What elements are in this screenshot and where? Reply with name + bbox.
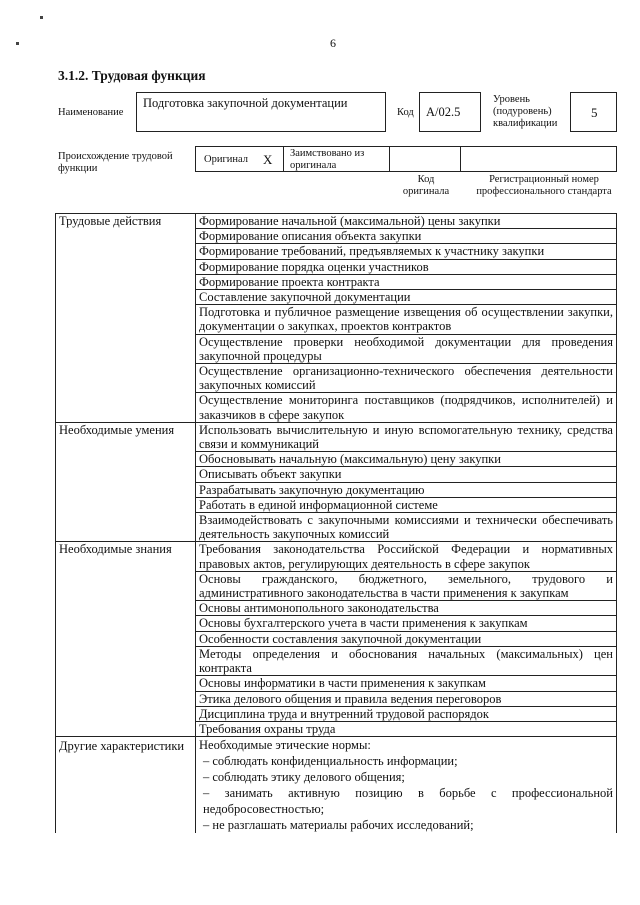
category-cell-continuation: [56, 364, 196, 393]
table-row: [56, 467, 617, 482]
category-cell-continuation: [56, 706, 196, 721]
category-cell-continuation: [56, 616, 196, 631]
item-cell: Формирование описания объекта закупки: [196, 229, 617, 244]
table-row: [56, 646, 617, 675]
origin-original-box: [195, 146, 284, 172]
section-title: 3.1.2. Трудовая функция: [58, 68, 206, 83]
ethics-item: – соблюдать конфиденциальность информации;: [203, 754, 458, 769]
name-value: Подготовка закупочной документации: [143, 96, 348, 110]
ethics-item: – не разглашать материалы рабочих исследований;: [203, 818, 474, 833]
table-row: [56, 691, 617, 706]
table-row: [56, 305, 617, 334]
category-cell-continuation: [56, 229, 196, 244]
item-cell: Подготовка и публичное размещение извещения об осуществлении закупки, документации о закупках, проектов контрактов: [196, 305, 617, 334]
scan-mark: [40, 16, 43, 19]
item-cell: Требования охраны труда: [196, 721, 617, 736]
origin-original-mark: X: [263, 152, 273, 167]
category-cell-continuation: [56, 482, 196, 497]
labor-function-table: [55, 213, 617, 833]
other-characteristics-cell: [196, 737, 617, 834]
ethics-intro: Необходимые этические нормы:: [199, 738, 371, 753]
table-row: [56, 542, 617, 571]
origin-original-label: Оригинал: [204, 154, 248, 165]
table-row: [56, 393, 617, 422]
table-row: [56, 513, 617, 542]
item-cell: Основы антимонопольного законодательства: [196, 601, 617, 616]
item-cell: Основы бухгалтерского учета в части применения к закупкам: [196, 616, 617, 631]
table-row: [56, 422, 617, 451]
origin-borrowed-label: Заимствовано из оригинала: [290, 148, 365, 171]
category-cell: Необходимые знания: [56, 542, 196, 571]
category-cell-continuation: [56, 571, 196, 600]
ethics-item: – занимать активную позицию в борьбе с профессиональной недобросовестностью;: [203, 786, 613, 817]
page-number: 6: [330, 36, 336, 50]
item-cell: Формирование порядка оценки участников: [196, 259, 617, 274]
table-row: [56, 334, 617, 363]
level-value-box: [570, 92, 617, 132]
table-row: [56, 631, 617, 646]
item-cell: Осуществление мониторинга поставщиков (подрядчиков, исполнителей) и заказчиков в сфере закупок: [196, 393, 617, 422]
item-cell: Работать в единой информационной системе: [196, 497, 617, 512]
category-cell-continuation: [56, 601, 196, 616]
category-cell-continuation: [56, 305, 196, 334]
item-cell: Осуществление организационно-технического обеспечения деятельности закупочных комиссий: [196, 364, 617, 393]
item-cell: Осуществление проверки необходимой документации для проведения закупочной процедуры: [196, 334, 617, 363]
table-row: [56, 482, 617, 497]
table-row: [56, 676, 617, 691]
category-cell-continuation: [56, 334, 196, 363]
category-cell-continuation: [56, 497, 196, 512]
item-cell: Взаимодействовать с закупочными комиссиями и технически обеспечивать деятельность закупочных комиссий: [196, 513, 617, 542]
table-row: [56, 737, 617, 834]
category-cell-continuation: [56, 393, 196, 422]
table-row: [56, 290, 617, 305]
item-cell: Обосновывать начальную (максимальную) цену закупки: [196, 452, 617, 467]
table-row: [56, 364, 617, 393]
item-cell: Разрабатывать закупочную документацию: [196, 482, 617, 497]
category-cell-continuation: [56, 467, 196, 482]
origin-label: Происхождение трудовой функции: [58, 151, 173, 174]
origin-regnum-box: [460, 146, 617, 172]
level-label: Уровень (подуровень) квалификации: [493, 94, 558, 129]
category-cell-continuation: [56, 290, 196, 305]
item-cell: Этика делового общения и правила ведения переговоров: [196, 691, 617, 706]
category-cell: Необходимые умения: [56, 422, 196, 451]
item-cell: Требования законодательства Российской Федерации и нормативных правовых актов, регулирующих деятельность в сфере закупок: [196, 542, 617, 571]
category-cell-continuation: [56, 513, 196, 542]
code-value-box: [419, 92, 481, 132]
table-row: [56, 214, 617, 229]
origin-regnum-caption: Регистрационный номер профессионального стандарта: [476, 174, 612, 197]
category-cell-continuation: [56, 244, 196, 259]
item-cell: Формирование проекта контракта: [196, 274, 617, 289]
table-row: [56, 601, 617, 616]
item-cell: Использовать вычислительную и иную вспомогательную технику, средства связи и коммуникаций: [196, 422, 617, 451]
category-cell: Другие характеристики: [56, 737, 196, 834]
table-row: [56, 274, 617, 289]
level-value: 5: [591, 105, 598, 120]
name-value-box: [136, 92, 386, 132]
item-cell: Формирование требований, предъявляемых к участнику закупки: [196, 244, 617, 259]
category-cell-continuation: [56, 676, 196, 691]
category-cell-continuation: [56, 274, 196, 289]
origin-code-box: [389, 146, 461, 172]
table-row: [56, 244, 617, 259]
code-value: A/02.5: [426, 105, 461, 119]
table-row: [56, 497, 617, 512]
item-cell: Составление закупочной документации: [196, 290, 617, 305]
table-row: [56, 616, 617, 631]
category-cell-continuation: [56, 721, 196, 736]
table-row: [56, 721, 617, 736]
table-row: [56, 706, 617, 721]
table-row: [56, 571, 617, 600]
origin-code-caption: Код оригинала: [402, 174, 450, 197]
item-cell: Особенности составления закупочной документации: [196, 631, 617, 646]
category-cell-continuation: [56, 452, 196, 467]
table-row: [56, 452, 617, 467]
category-cell-continuation: [56, 631, 196, 646]
item-cell: Основы гражданского, бюджетного, земельного, трудового и административного законодательства в части применения к закупкам: [196, 571, 617, 600]
scan-mark: [16, 42, 19, 45]
table-row: [56, 229, 617, 244]
item-cell: Дисциплина труда и внутренний трудовой распорядок: [196, 706, 617, 721]
item-cell: Описывать объект закупки: [196, 467, 617, 482]
item-cell: Формирование начальной (максимальной) цены закупки: [196, 214, 617, 229]
item-cell: Основы информатики в части применения к закупкам: [196, 676, 617, 691]
category-cell-continuation: [56, 259, 196, 274]
category-cell: Трудовые действия: [56, 214, 196, 229]
origin-borrowed-box: [283, 146, 390, 172]
category-cell-continuation: [56, 691, 196, 706]
item-cell: Методы определения и обоснования начальных (максимальных) цен контракта: [196, 646, 617, 675]
name-label: Наименование: [58, 107, 124, 118]
code-label: Код: [397, 107, 414, 118]
ethics-item: – соблюдать этику делового общения;: [203, 770, 405, 785]
category-cell-continuation: [56, 646, 196, 675]
table-row: [56, 259, 617, 274]
